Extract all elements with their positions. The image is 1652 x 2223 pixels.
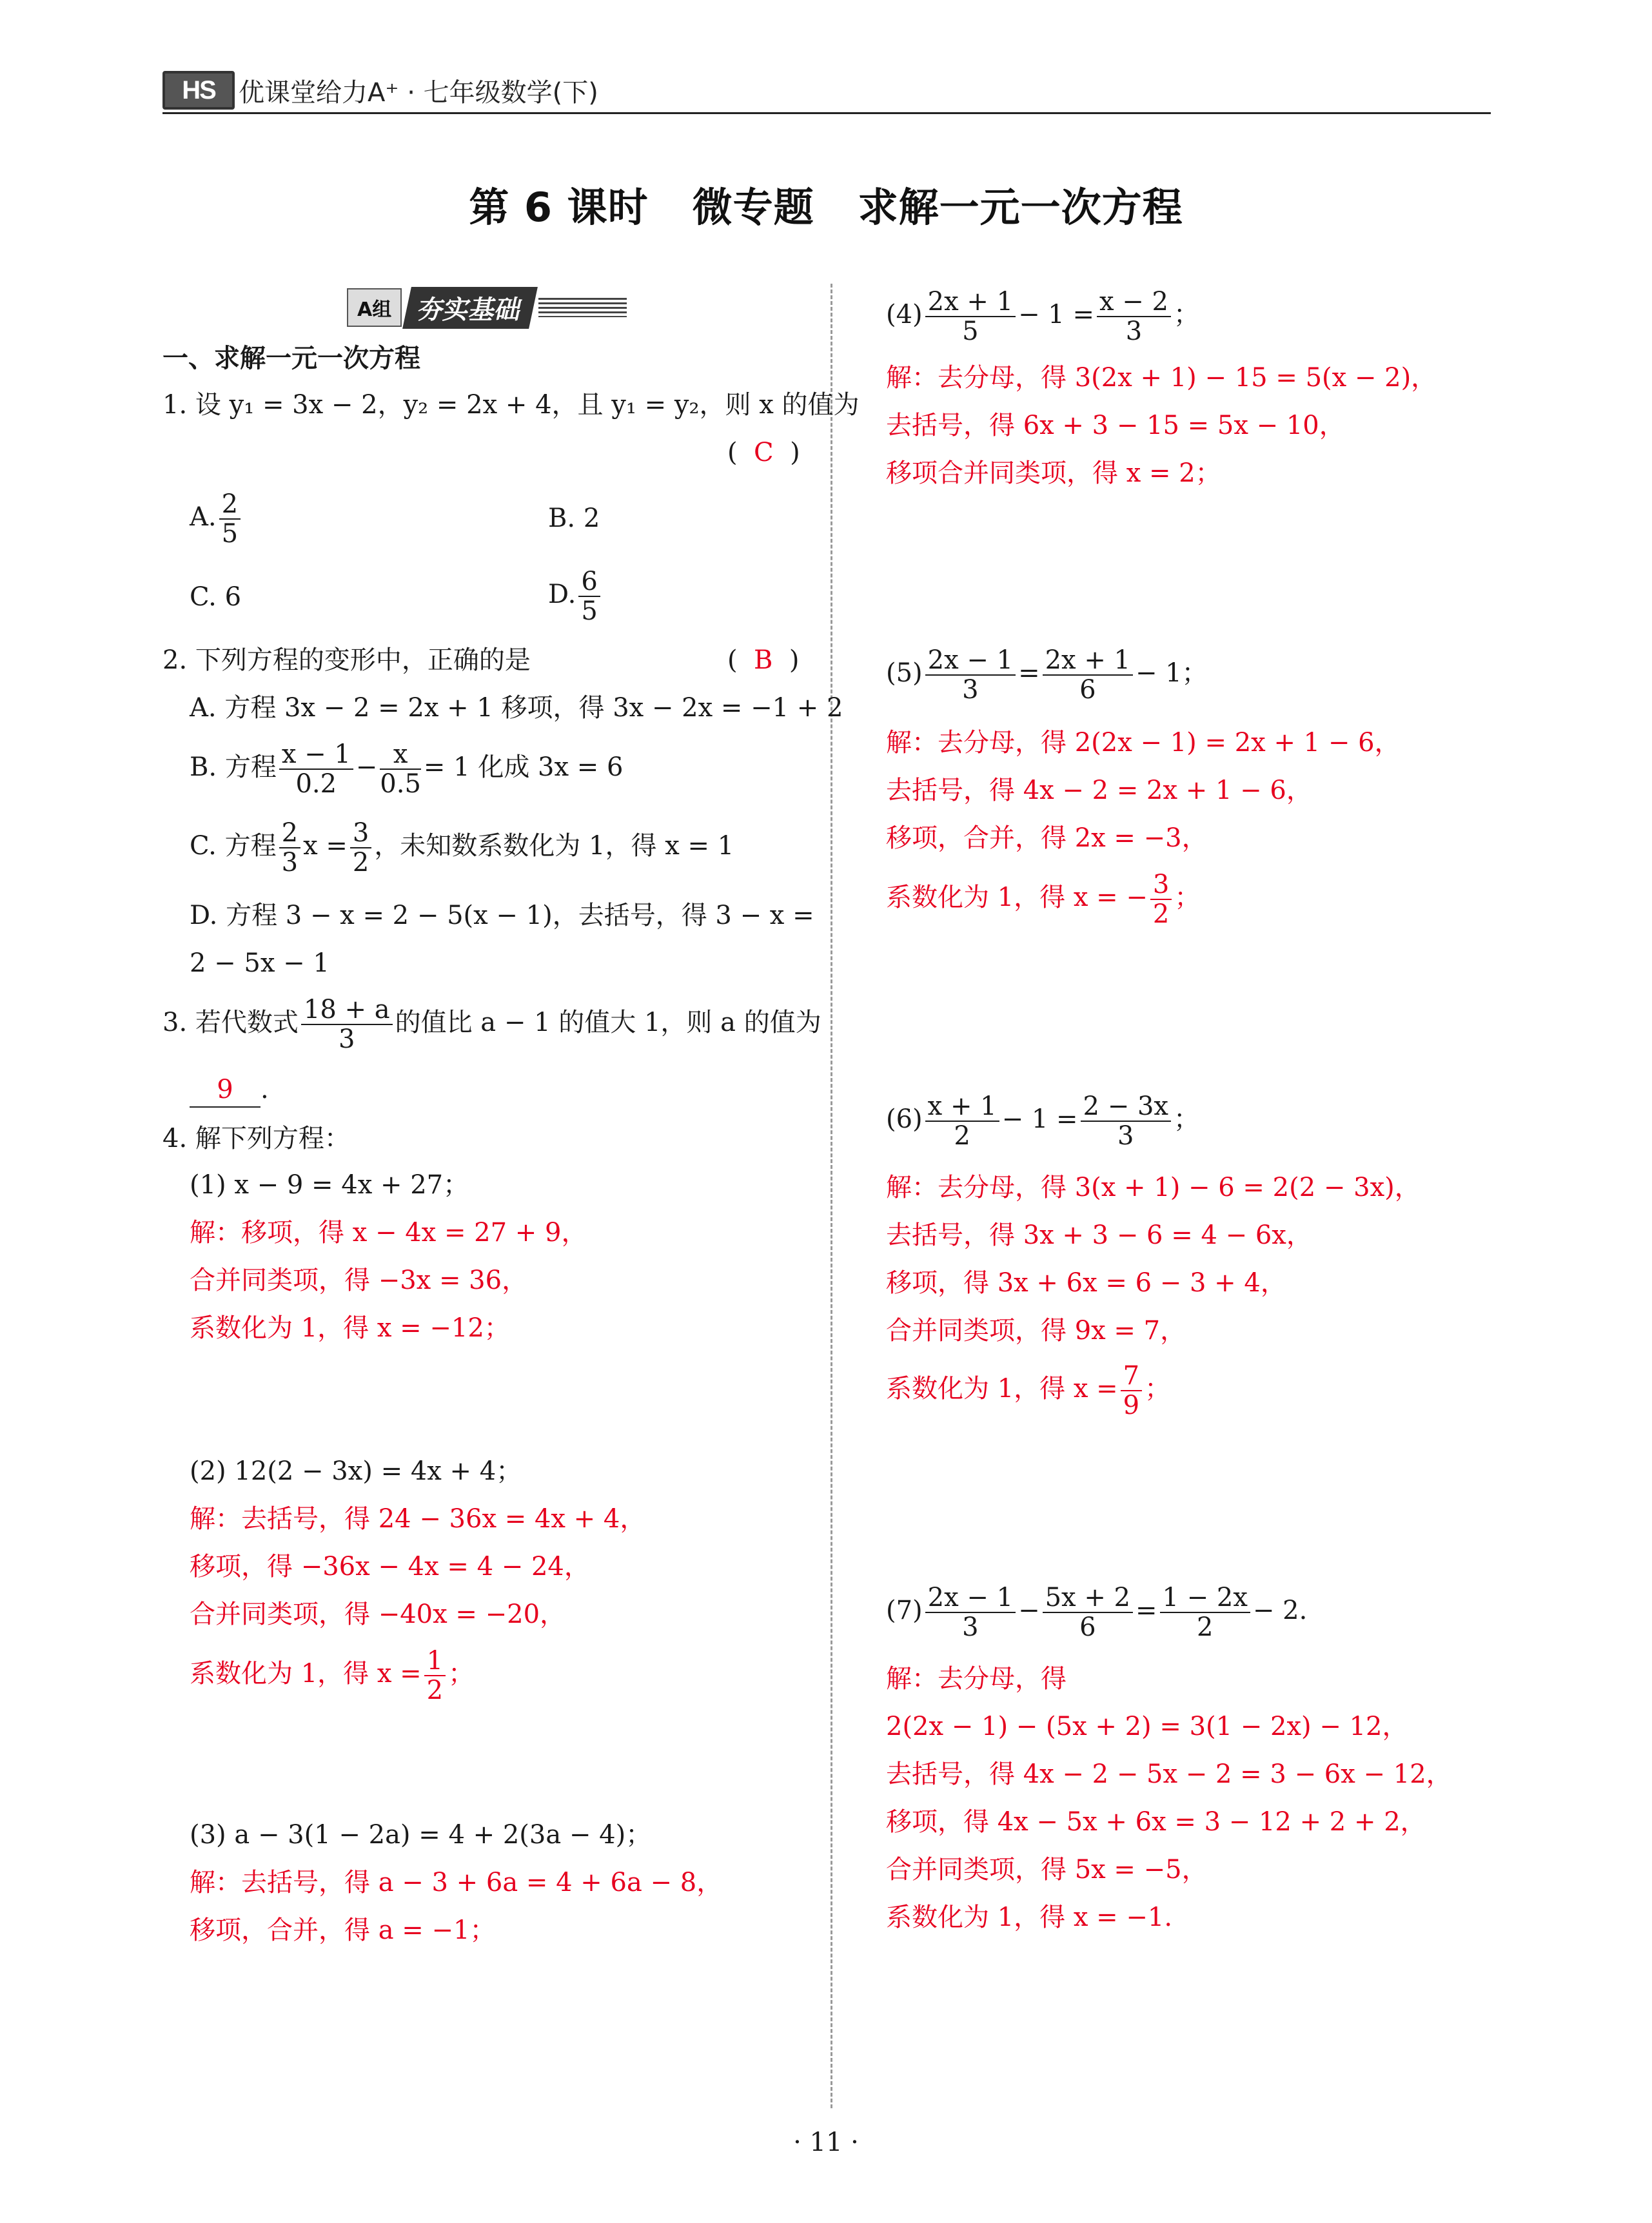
- q4-1-step3: 系数化为 1，得 x = −12；: [190, 1313, 510, 1343]
- q4-7-step1: 解：去分母，得: [886, 1664, 1067, 1694]
- title-topic: 求解一元一次方程: [858, 184, 1183, 231]
- q4-2-step1: 解：去括号，得 24 − 36x = 4x + 4，: [190, 1504, 646, 1534]
- q4-2-step3: 合并同类项，得 −40x = −20，: [190, 1600, 566, 1629]
- q4-6-equation: (6) $\frac{x + 1}{2}$ − 1 = $\frac{2 - 3x}{3}$ ；: [886, 1092, 1199, 1151]
- q4-7-step2: 2(2x − 1) − (5x + 2) = 3(1 − 2x) − 12，: [886, 1712, 1408, 1741]
- q4-4-step1: 解：去分母，得 3(2x + 1) − 15 = 5(x − 2)，: [886, 363, 1437, 393]
- group-label: A组: [347, 288, 402, 327]
- q1-answer: C: [754, 438, 774, 467]
- q1-option-c: C. 6: [190, 582, 242, 612]
- q4-1-step1: 解：移项，得 x − 4x = 27 + 9，: [190, 1218, 587, 1248]
- q4-4-equation: (4) $\frac{2x + 1}{5}$ − 1 = $\frac{x - 2}{3}$ ；: [886, 287, 1199, 346]
- q4-stem: 4. 解下列方程：: [162, 1124, 350, 1153]
- q4-3-step2: 移项，合并，得 a = −1；: [190, 1915, 496, 1945]
- q4-2-step4: 系数化为 1，得 x = $\frac{1}{2}$ ；: [190, 1646, 475, 1705]
- lesson-title: [0, 175, 1652, 233]
- q4-6-step5: 系数化为 1，得 x = $\frac{7}{9}$ ；: [886, 1361, 1171, 1420]
- section-heading: 一、求解一元一次方程: [162, 344, 420, 373]
- q1-option-b: B. 2: [548, 504, 600, 533]
- q1-stem: 1. 设 y₁ = 3x − 2，y₂ = 2x + 4，且 y₁ = y₂，则 x 的值为: [162, 390, 860, 420]
- q1-answer-bracket: ( C ): [727, 438, 800, 467]
- q4-2-step2: 移项，得 −36x − 4x = 4 − 24，: [190, 1552, 590, 1582]
- q4-3-equation: (3) a − 3(1 − 2a) = 4 + 2(3a − 4)；: [190, 1820, 652, 1850]
- q2-option-d-line2: 2 − 5x − 1: [190, 948, 329, 978]
- q3-answer: 9: [190, 1073, 261, 1108]
- q3-answer-line: 9 .: [190, 1073, 269, 1108]
- q2-option-c: C. 方程 $\frac{2}{3}$ x = $\frac{3}{2}$ ，未知数系数化为 1，得 x = 1: [190, 818, 734, 877]
- q1-option-a: A. $\frac{2}{5}$: [190, 490, 243, 548]
- q4-7-step6: 系数化为 1，得 x = −1.: [886, 1903, 1173, 1932]
- q2-option-b: B. 方程 $\frac{x - 1}{0.2}$ − $\frac{x}{0.5}$ = 1 化成 3x = 6: [190, 739, 624, 799]
- badge-stripes: [538, 298, 627, 317]
- q4-6-step2: 去括号，得 3x + 3 − 6 = 4 − 6x，: [886, 1220, 1312, 1250]
- q3-stem: 3. 若代数式 $\frac{18 + a}{3}$ 的值比 a − 1 的值大 1，则 a 的值为: [162, 995, 821, 1054]
- q2-stem: 2. 下列方程的变形中，正确的是: [162, 645, 531, 675]
- page-number: · 11 ·: [793, 2128, 859, 2157]
- q4-7-equation: (7) $\frac{2x - 1}{3}$ − $\frac{5x + 2}{6}$ = $\frac{1 - 2x}{2}$ − 2.: [886, 1583, 1308, 1642]
- q4-5-step3: 移项，合并，得 2x = −3，: [886, 823, 1208, 853]
- q1-option-a-fraction: $\frac{2}{5}$: [219, 490, 241, 548]
- q4-5-equation: (5) $\frac{2x - 1}{3}$ = $\frac{2x + 1}{6}$ − 1；: [886, 645, 1208, 705]
- q4-6-step1: 解：去分母，得 3(x + 1) − 6 = 2(2 − 3x)，: [886, 1173, 1421, 1202]
- q2-answer: B: [754, 645, 773, 675]
- header-text: 优课堂给力A⁺ · 七年级数学(下): [239, 77, 598, 108]
- q2-option-a: A. 方程 3x − 2 = 2x + 1 移项，得 3x − 2x = −1 + 2: [190, 693, 843, 723]
- q4-5-step1: 解：去分母，得 2(2x − 1) = 2x + 1 − 6，: [886, 728, 1401, 758]
- q4-3-step1: 解：去括号，得 a − 3 + 6a = 4 + 6a − 8，: [190, 1868, 723, 1897]
- title-lesson-number: 第 6 课时: [469, 184, 649, 231]
- group-title: 夯实基础: [402, 287, 538, 329]
- running-header: [162, 72, 598, 108]
- q4-2-equation: (2) 12(2 − 3x) = 4x + 4；: [190, 1456, 522, 1486]
- q2-option-d-line1: D. 方程 3 − x = 2 − 5(x − 1)，去括号，得 3 − x =: [190, 901, 814, 930]
- q4-5-step2: 去括号，得 4x − 2 = 2x + 1 − 6，: [886, 776, 1312, 805]
- q1-option-d-fraction: $\frac{6}{5}$: [578, 567, 600, 625]
- header-rule: [162, 112, 1491, 114]
- q4-6-step4: 合并同类项，得 9x = 7，: [886, 1316, 1186, 1346]
- q1-option-d: D. $\frac{6}{5}$: [548, 567, 603, 625]
- q4-6-step3: 移项，得 3x + 6x = 6 − 3 + 4，: [886, 1268, 1286, 1298]
- q4-1-step2: 合并同类项，得 −3x = 36，: [190, 1266, 528, 1295]
- q4-7-step5: 合并同类项，得 5x = −5，: [886, 1855, 1208, 1885]
- series-logo: HS: [162, 71, 235, 110]
- q4-7-step3: 去括号，得 4x − 2 − 5x − 2 = 3 − 6x − 12，: [886, 1759, 1452, 1789]
- column-divider: [831, 284, 832, 2108]
- q4-4-step3: 移项合并同类项，得 x = 2；: [886, 458, 1221, 488]
- q4-1-equation: (1) x − 9 = 4x + 27；: [190, 1170, 469, 1200]
- q2-answer-bracket: ( B ): [727, 645, 800, 675]
- q4-5-step4: 系数化为 1，得 x = − $\frac{3}{2}$ ；: [886, 870, 1201, 929]
- group-badge: [347, 288, 627, 328]
- q4-7-step4: 移项，得 4x − 5x + 6x = 3 − 12 + 2 + 2，: [886, 1807, 1426, 1837]
- q4-4-step2: 去括号，得 6x + 3 − 15 = 5x − 10，: [886, 411, 1345, 440]
- title-topic-type: 微专题: [692, 184, 814, 231]
